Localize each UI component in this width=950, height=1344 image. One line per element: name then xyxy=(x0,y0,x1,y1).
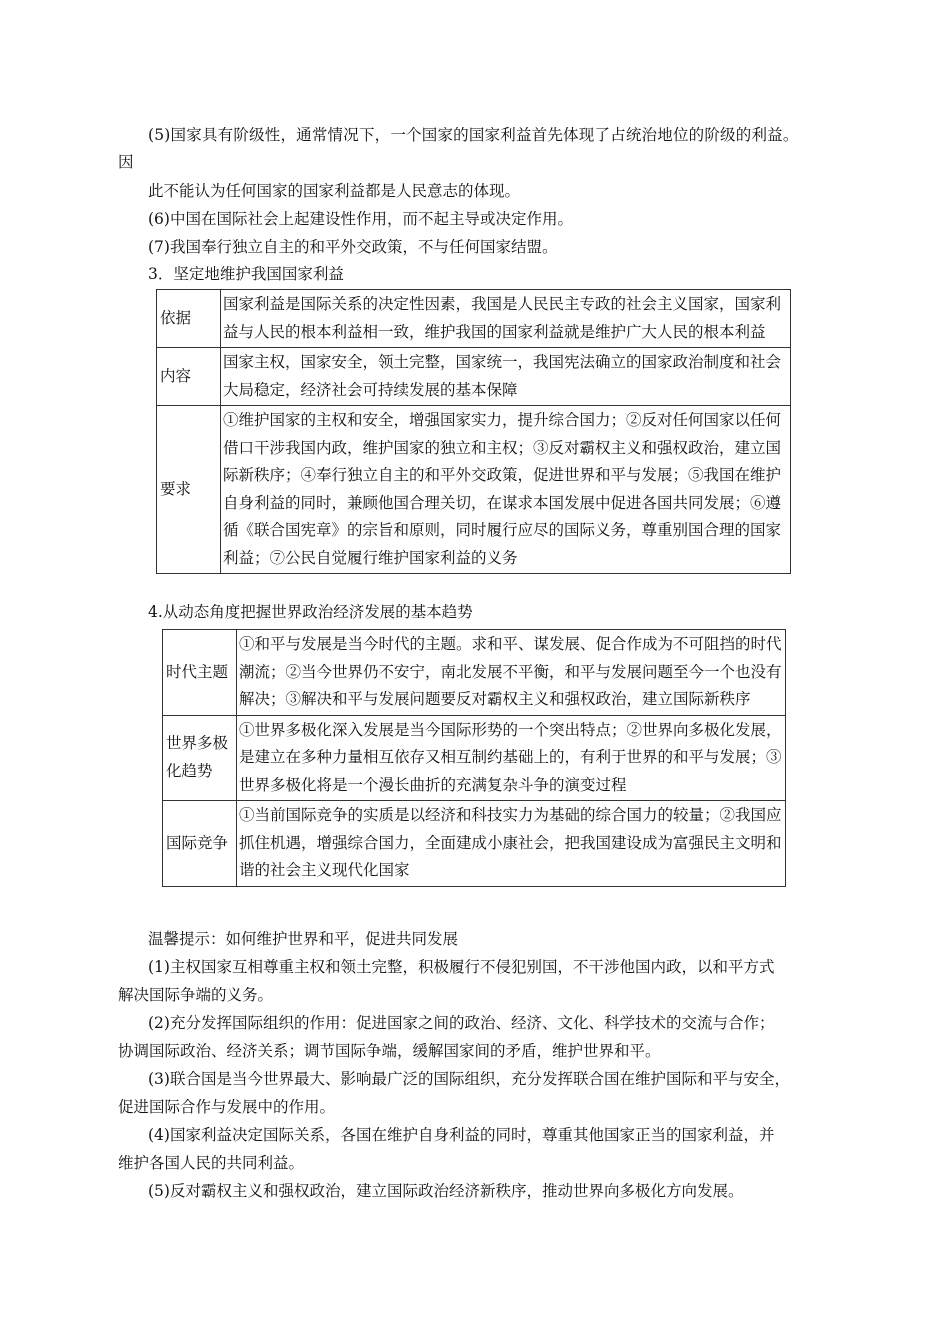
row-content: ①维护国家的主权和安全，增强国家实力，提升综合国力；②反对任何国家以任何借口干涉我国内政，维护国家的独立和主权；③反对霸权主义和强权政治，建立国际新秩序；④奉行独立自主的和平外交政策，促进世界和平与发展；⑤我国在维护自身利益的同时，兼顾他国合理关切，在谋求本国发展中促进各国共同发展；⑥遵循《联合国宪章》的宗旨和原则，同时履行应尽的国际义务，尊重别国合理的国家利益；⑦公民自觉履行维护国家利益的义务 xyxy=(221,406,791,574)
section-3-heading: 3．坚定地维护我国国家利益 xyxy=(148,265,344,283)
row-label: 内容 xyxy=(157,348,221,406)
row-content: ①当前国际竞争的实质是以经济和科技实力为基础的综合国力的较量；②我国应抓住机遇，增强综合国力，全面建成小康社会，把我国建设成为富强民主文明和谐的社会主义现代化国家 xyxy=(237,801,786,887)
row-label: 国际竞争 xyxy=(163,801,237,887)
tip-4-continued: 维护各国人民的共同利益。 xyxy=(118,1154,305,1172)
table-row xyxy=(163,630,786,716)
row-label: 要求 xyxy=(157,406,221,574)
paragraph-5-wrap: 因 xyxy=(118,153,134,171)
tip-3: (3)联合国是当今世界最大、影响最广泛的国际组织，充分发挥联合国在维护国际和平与安全， xyxy=(148,1070,790,1088)
section-4-heading: 4.从动态角度把握世界政治经济发展的基本趋势 xyxy=(148,603,473,621)
row-content: ①世界多极化深入发展是当今国际形势的一个突出特点；②世界向多极化发展，是建立在多种力量相互依存又相互制约基础上的，有利于世界的和平与发展；③世界多极化将是一个漫长曲折的充满复杂斗争的演变过程 xyxy=(237,715,786,801)
paragraph-5-continued: 此不能认为任何国家的国家利益都是人民意志的体现。 xyxy=(148,182,521,200)
table-row xyxy=(157,348,791,406)
table-row xyxy=(157,406,791,574)
tip-4: (4)国家利益决定国际关系，各国在维护自身利益的同时，尊重其他国家正当的国家利益，并 xyxy=(148,1126,775,1144)
world-trends-table xyxy=(162,629,786,887)
row-content: 国家利益是国际关系的决定性因素，我国是人民民主专政的社会主义国家，国家利益与人民的根本利益相一致，维护我国的国家利益就是维护广大人民的根本利益 xyxy=(221,290,791,348)
row-label: 世界多极化趋势 xyxy=(163,715,237,801)
row-content: ①和平与发展是当今时代的主题。求和平、谋发展、促合作成为不可阻挡的时代潮流；②当今世界仍不安宁，南北发展不平衡，和平与发展问题至今一个也没有解决；③解决和平与发展问题要反对霸权主义和强权政治，建立国际新秩序 xyxy=(237,630,786,716)
row-label: 依据 xyxy=(157,290,221,348)
row-label: 时代主题 xyxy=(163,630,237,716)
tip-1: (1)主权国家互相尊重主权和领土完整，积极履行不侵犯别国，不干涉他国内政，以和平方式 xyxy=(148,958,775,976)
tip-5: (5)反对霸权主义和强权政治，建立国际政治经济新秩序，推动世界向多极化方向发展。 xyxy=(148,1182,744,1200)
tips-heading: 温馨提示：如何维护世界和平，促进共同发展 xyxy=(148,930,459,948)
tip-3-continued: 促进国际合作与发展中的作用。 xyxy=(118,1098,336,1116)
table-row xyxy=(163,715,786,801)
paragraph-5: (5)国家具有阶级性，通常情况下，一个国家的国家利益首先体现了占统治地位的阶级的利益。 xyxy=(148,126,799,144)
paragraph-6: (6)中国在国际社会上起建设性作用，而不起主导或决定作用。 xyxy=(148,210,573,228)
tip-1-continued: 解决国际争端的义务。 xyxy=(118,986,274,1004)
table-row xyxy=(157,290,791,348)
row-content: 国家主权，国家安全，领土完整，国家统一，我国宪法确立的国家政治制度和社会大局稳定，经济社会可持续发展的基本保障 xyxy=(221,348,791,406)
paragraph-7: (7)我国奉行独立自主的和平外交政策，不与任何国家结盟。 xyxy=(148,238,558,256)
tip-2: (2)充分发挥国际组织的作用：促进国家之间的政治、经济、文化、科学技术的交流与合作； xyxy=(148,1014,775,1032)
table-row xyxy=(163,801,786,887)
national-interest-table xyxy=(156,289,791,574)
tip-2-continued: 协调国际政治、经济关系；调节国际争端，缓解国家间的矛盾，维护世界和平。 xyxy=(118,1042,661,1060)
